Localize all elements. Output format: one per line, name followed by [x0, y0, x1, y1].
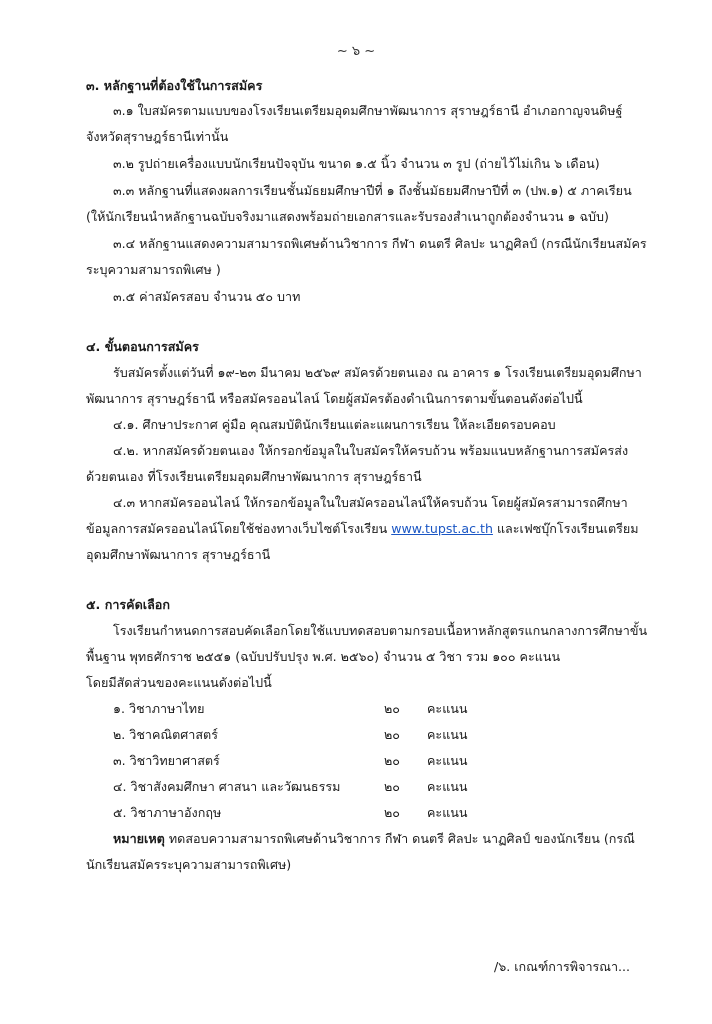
subject-unit: คะแนน — [427, 805, 468, 820]
s4-item-3-line-2 — [86, 520, 639, 537]
section-5-heading: ๕. การคัดเลือก — [86, 597, 170, 612]
subject-name: ๔. วิชาสังคมศึกษา ศาสนา และวัฒนธรรม — [113, 779, 341, 794]
subject-score: ๒๐ — [384, 779, 400, 794]
s4-intro-line-1: รับสมัครตั้งแต่วันที่ ๑๙-๒๓ มีนาคม ๒๕๖๙ สมัครด้วยตนเอง ณ อาคาร ๑ โรงเรียนเตรียมอุดมศึกษา — [113, 365, 642, 380]
s3-item-1-line-2: จังหวัดสุราษฎร์ธานีเท่านั้น — [86, 129, 229, 144]
subject-score: ๒๐ — [384, 753, 400, 768]
s4-item-3-text-pre: ข้อมูลการสมัครออนไลน์โดยใช้ช่องทางเว็บไซต์โรงเรียน — [86, 521, 392, 536]
s4-item-1: ๔.๑. ศึกษาประกาศ คู่มือ คุณสมบัตินักเรียนแต่ละแผนการเรียน ให้ละเอียดรอบคอบ — [113, 417, 556, 432]
s4-item-2-line-1: ๔.๒. หากสมัครด้วยตนเอง ให้กรอกข้อมูลในใบสมัครให้ครบถ้วน พร้อมแนบหลักฐานการสมัครส่ง — [113, 443, 629, 458]
subject-unit: คะแนน — [427, 753, 468, 768]
s5-intro-line-3: โดยมีสัดส่วนของคะแนนดังต่อไปนี้ — [86, 675, 272, 690]
subject-unit: คะแนน — [427, 701, 468, 716]
subject-score: ๒๐ — [384, 701, 400, 716]
s3-item-1-line-1: ๓.๑ ใบสมัครตามแบบของโรงเรียนเตรียมอุดมศึกษาพัฒนาการ สุราษฎร์ธานี อำเภอกาญจนดิษฐ์ — [113, 103, 623, 118]
section-3-heading: ๓. หลักฐานที่ต้องใช้ในการสมัคร — [86, 78, 263, 93]
s3-item-5: ๓.๕ ค่าสมัครสอบ จำนวน ๕๐ บาท — [113, 289, 301, 304]
subject-name: ๓. วิชาวิทยาศาสตร์ — [113, 753, 220, 768]
s3-item-4-line-1: ๓.๔ หลักฐานแสดงความสามารถพิเศษด้านวิชาการ กีฬา ดนตรี ศิลปะ นาฏศิลป์ (กรณีนักเรียนสมัคร — [113, 236, 647, 251]
school-website-link[interactable]: www.tupst.ac.th — [391, 521, 493, 536]
subject-name: ๑. วิชาภาษาไทย — [113, 701, 205, 716]
subject-unit: คะแนน — [427, 779, 468, 794]
subject-unit: คะแนน — [427, 727, 468, 742]
subject-score: ๒๐ — [384, 727, 400, 742]
s4-item-2-line-2: ด้วยตนเอง ที่โรงเรียนเตรียมอุดมศึกษาพัฒนาการ สุราษฎร์ธานี — [86, 469, 422, 484]
s3-item-2: ๓.๒ รูปถ่ายเครื่องแบบนักเรียนปัจจุบัน ขนาด ๑.๕ นิ้ว จำนวน ๓ รูป (ถ่ายไว้ไม่เกิน ๖ เดือน) — [113, 156, 600, 171]
page-number: ~ ๖ ~ — [336, 44, 376, 59]
continuation-footer: /๖. เกณฑ์การพิจารณา... — [494, 959, 631, 974]
s5-note-line-2: นักเรียนสมัครระบุความสามารถพิเศษ) — [86, 857, 292, 872]
note-label: หมายเหตุ — [113, 831, 165, 846]
s3-item-3-line-2: (ให้นักเรียนนำหลักฐานฉบับจริงมาแสดงพร้อมถ่ายเอกสารและรับรองสำเนาถูกต้องจำนวน ๑ ฉบับ) — [86, 209, 609, 224]
subject-name: ๕. วิชาภาษาอังกฤษ — [113, 805, 222, 820]
s4-item-3-line-3: อุดมศึกษาพัฒนาการ สุราษฎร์ธานี — [86, 547, 271, 562]
subject-score: ๒๐ — [384, 805, 400, 820]
s4-item-3-line-1: ๔.๓ หากสมัครออนไลน์ ให้กรอกข้อมูลในใบสมัครออนไลน์ให้ครบถ้วน โดยผู้สมัครสามารถศึกษา — [113, 495, 628, 510]
s4-item-3-text-post: และเฟซบุ๊กโรงเรียนเตรียม — [492, 521, 639, 536]
s5-intro-line-1: โรงเรียนกำหนดการสอบคัดเลือกโดยใช้แบบทดสอบตามกรอบเนื้อหาหลักสูตรแกนกลางการศึกษาขั้น — [113, 623, 648, 638]
subject-name: ๒. วิชาคณิตศาสตร์ — [113, 727, 218, 742]
s4-intro-line-2: พัฒนาการ สุราษฎร์ธานี หรือสมัครออนไลน์ โดยผู้สมัครต้องดำเนินการตามขั้นตอนดังต่อไปนี้ — [86, 391, 583, 406]
section-4-heading: ๔. ขั้นตอนการสมัคร — [86, 339, 199, 354]
s3-item-4-line-2: ระบุความสามารถพิเศษ ) — [86, 262, 221, 277]
s5-intro-line-2: พื้นฐาน พุทธศักราช ๒๕๕๑ (ฉบับปรับปรุง พ.ศ. ๒๕๖๐) จำนวน ๕ วิชา รวม ๑๐๐ คะแนน — [86, 649, 561, 664]
note-text: ทดสอบความสามารถพิเศษด้านวิชาการ กีฬา ดนตรี ศิลปะ นาฏศิลป์ ของนักเรียน (กรณี — [164, 831, 635, 846]
s5-note-line-1 — [113, 830, 635, 847]
s3-item-3-line-1: ๓.๓ หลักฐานที่แสดงผลการเรียนชั้นมัธยมศึกษาปีที่ ๑ ถึงชั้นมัธยมศึกษาปีที่ ๓ (ปพ.๑) ๕ ภาคเรียน — [113, 183, 632, 198]
